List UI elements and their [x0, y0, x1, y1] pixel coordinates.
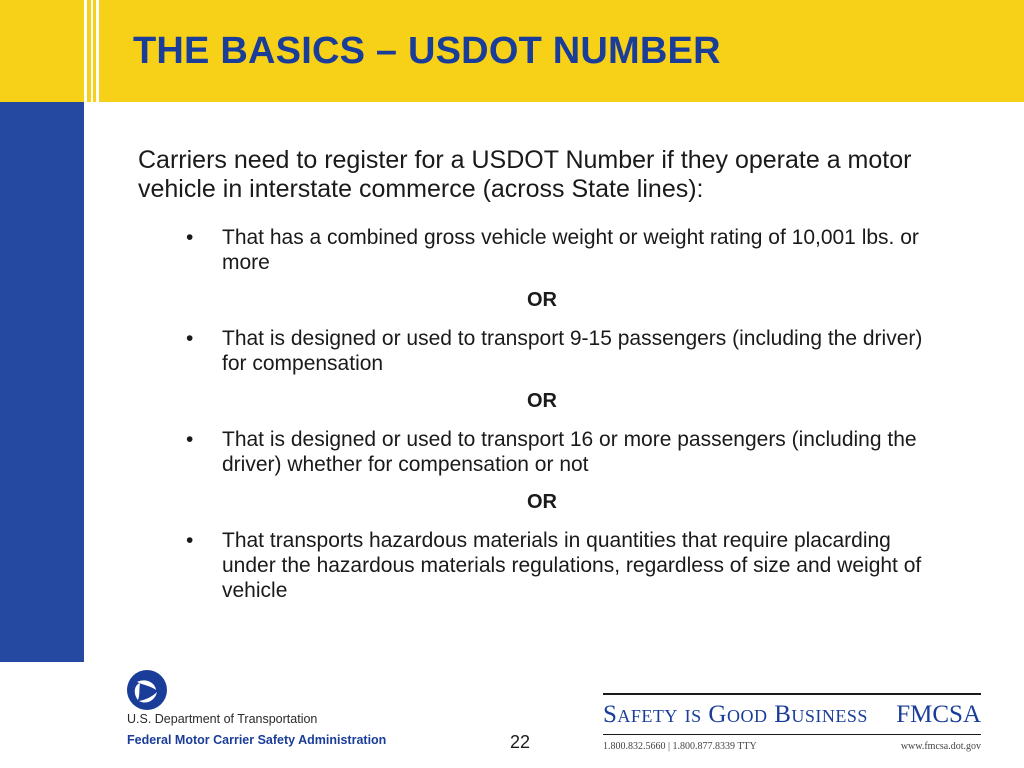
list-item: [180, 528, 930, 603]
left-sidebar-bar: [0, 102, 84, 662]
or-separator: OR: [527, 491, 557, 513]
bullet-glyph: •: [186, 529, 194, 552]
fmcsa-wordmark: FMCSA: [896, 701, 981, 728]
department-name: U.S. Department of Transportation: [127, 712, 318, 726]
bullet-text: That transports hazardous materials in quantities that require placarding under the hazardous materials regulations, regardless of size and weight of vehicle: [222, 529, 922, 602]
list-item: [180, 326, 930, 376]
requirements-list: [180, 225, 930, 603]
agency-name: Federal Motor Carrier Safety Administration: [127, 733, 387, 747]
dot-logo: [127, 670, 167, 710]
list-item: [180, 225, 930, 275]
slogan: Safety is Good Business: [603, 701, 868, 728]
decorative-stripe: [91, 0, 93, 662]
divider: [603, 734, 981, 735]
list-item: [180, 427, 930, 477]
or-separator: OR: [527, 390, 557, 412]
slide-title: THE BASICS – USDOT NUMBER: [133, 30, 721, 72]
or-separator: OR: [527, 289, 557, 311]
bullet-glyph: •: [186, 327, 194, 350]
page-number: 22: [509, 732, 531, 752]
bullet-text: That has a combined gross vehicle weight or weight rating of 10,001 lbs. or more: [222, 226, 919, 274]
bullet-glyph: •: [186, 226, 194, 249]
bullet-text: That is designed or used to transport 9-15 passengers (including the driver) for compensation: [222, 327, 923, 375]
decorative-stripe: [96, 0, 99, 662]
contact-row: [603, 741, 981, 752]
phone-numbers: 1.800.832.5660 | 1.800.877.8339 TTY: [603, 741, 757, 752]
intro-paragraph: Carriers need to register for a USDOT Number if they operate a motor vehicle in interstate commerce (across State lines):: [138, 146, 912, 203]
website-url: www.fmcsa.dot.gov: [900, 741, 981, 752]
usdot-tri-swirl-icon: [127, 670, 167, 710]
divider: [603, 693, 981, 695]
bullet-text: That is designed or used to transport 16 or more passengers (including the driver) whether for compensation or not: [222, 428, 917, 476]
bullet-glyph: •: [186, 428, 194, 451]
fmcsa-branding: [603, 693, 981, 752]
slogan-row: [603, 699, 981, 731]
decorative-stripe: [84, 0, 87, 662]
